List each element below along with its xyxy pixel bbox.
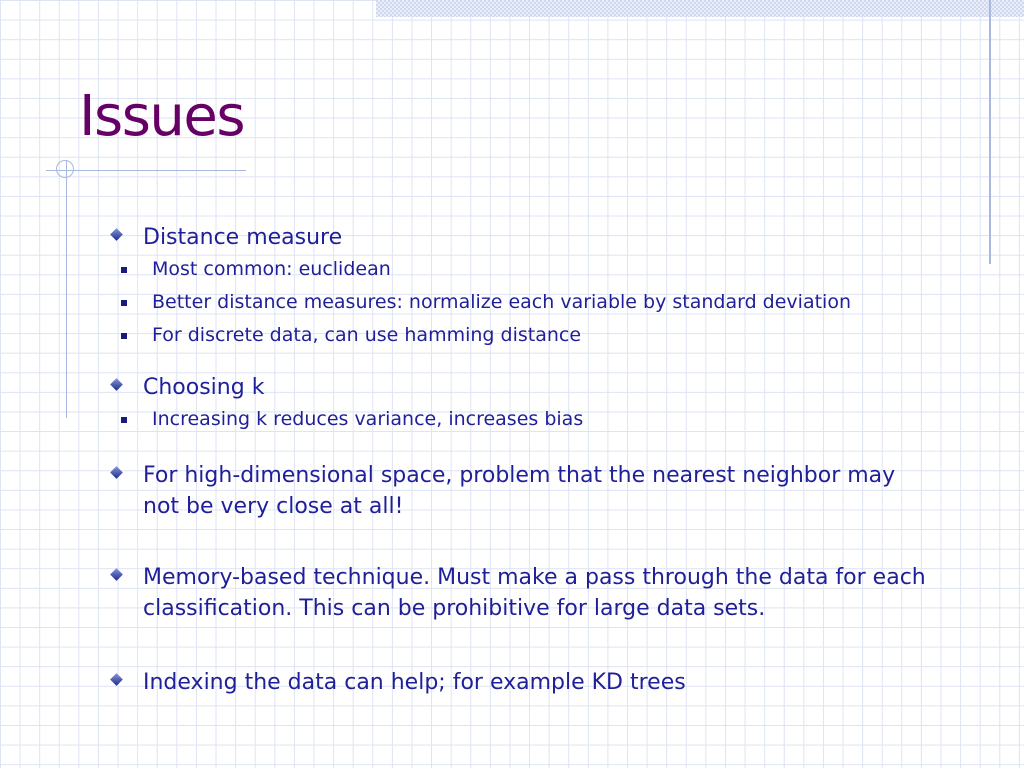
sub-bullet-text: Most common: euclidean	[152, 258, 391, 280]
sub-bullet	[73, 286, 988, 319]
sub-bullet-text: Increasing k reduces variance, increases bias	[152, 408, 584, 430]
bullet-text: Memory-based technique. Must make a pass through the data for each classification. This can be prohibitive for large data sets.	[143, 565, 926, 621]
square-bullet-icon	[121, 300, 127, 306]
bullet-text: Indexing the data can help; for example KD trees	[143, 670, 686, 695]
square-bullet-icon	[121, 333, 127, 339]
square-bullet-icon	[121, 267, 127, 273]
slide-title: Issues	[79, 84, 244, 149]
left-decorative-rule	[66, 160, 67, 418]
bullet-text: Choosing k	[143, 375, 265, 400]
bullet-memory-based	[108, 562, 983, 624]
sub-bullet	[73, 319, 988, 352]
spacer	[108, 352, 988, 372]
sub-bullet-text: Better distance measures: normalize each variable by standard deviation	[152, 291, 851, 313]
bullet-choosing-k	[108, 372, 988, 403]
bullet-indexing	[108, 667, 988, 698]
top-decorative-band	[376, 0, 1024, 17]
diamond-bullet-icon	[110, 568, 123, 581]
sub-bullet	[73, 253, 988, 286]
title-ring-ornament	[56, 160, 74, 178]
diamond-bullet-icon	[110, 378, 123, 391]
spacer	[108, 522, 988, 562]
diamond-bullet-icon	[110, 466, 123, 479]
slide-body	[108, 222, 988, 698]
diamond-bullet-icon	[110, 673, 123, 686]
bullet-distance-measure	[108, 222, 988, 253]
title-underline-rule	[46, 170, 246, 171]
diamond-bullet-icon	[110, 228, 123, 241]
sub-bullet	[73, 403, 988, 436]
square-bullet-icon	[121, 417, 127, 423]
right-decorative-rule	[989, 0, 991, 264]
bullet-text: For high-dimensional space, problem that the nearest neighbor may not be very close at all!	[143, 463, 896, 519]
bullet-high-dimensional	[108, 460, 933, 522]
sub-bullet-text: For discrete data, can use hamming distance	[152, 324, 582, 346]
bullet-text: Distance measure	[143, 225, 343, 250]
spacer	[108, 624, 988, 667]
spacer	[108, 436, 988, 460]
